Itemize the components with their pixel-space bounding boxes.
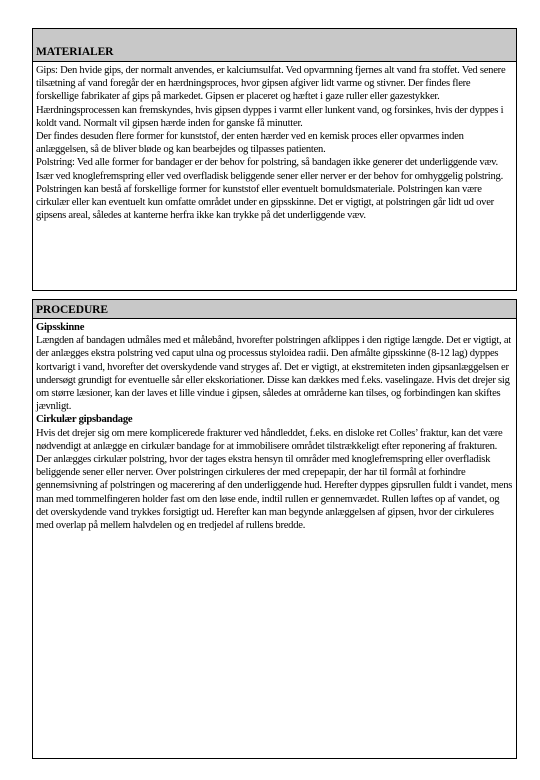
materials-paragraph-gips: Gips: Den hvide gips, der normalt anvendes, er kalciumsulfat. Ved opvarmning fjernes alt vand fra stoffet. Ved senere tilsætning af vand foregår der en hærdningsproces, hvor gipsen afgiver lidt varme og stivner. Der findes flere forskellige fabrikater af gips på markedet. Gipsen er placeret og hæftet i gaze ruller eller gazestykker. Hærdningsprocessen kan fremskyndes, hvis gipsen dyppes i varmt eller lunkent vand, og forsinkes, hvis der dyppes i koldt vand. Normalt vil gipsen hærde inden for ganske få minutter. [36, 65, 506, 129]
materials-paragraph-polstring: Polstring: Ved alle former for bandager er der behov for polstring, så bandagen ikke generer det underliggende væv. Især ved knoglefremspring eller ved overfladisk beliggende sener eller nerver er der behov for omhyggelig polstring. Polstringen kan bestå af forskellige former for kunststof eller eventuelt bomuldsmateriale. Polstringen kan være cirkulær eller kan eventuelt kun omfatte området under en gipsskinne. Det er vigtigt, at polstringen går lidt ud over gipsens areal, således at kanterne herfra ikke kan trykke på det underliggende væv. [36, 157, 503, 222]
materials-heading: MATERIALER [33, 29, 516, 62]
materials-section [32, 28, 517, 291]
procedure-section [32, 299, 517, 759]
materials-body [33, 62, 516, 224]
procedure-body [33, 319, 516, 534]
procedure-subheading-gipsskinne: Gipsskinne [36, 322, 85, 333]
procedure-text-gipsskinne: Længden af bandagen udmåles med et målebånd, hvorefter polstringen afklippes i den rigtige længde. Det er vigtigt, at der anlægges ekstra polstring ved caput ulna og processus styloidea radii. Den afmålte gipsskinne (8-12 lag) dyppes kortvarigt i vand, hvorefter det overskydende vand stryges af. Det er vigtigt, at ekstremiteten inden gipsanlæggelsen er undersøgt grundigt for eventuelle sår eller ekskoriationer. Disse kan dækkes med f.eks. vaselingaze. Hvis det drejer sig om større læsioner, kan der laves et lille vindue i gipsen, således at områderne kan tilses, og forbindingen kan skiftes jævnligt. [36, 335, 511, 413]
procedure-heading: PROCEDURE [33, 300, 516, 319]
procedure-text-cirkulaer: Hvis det drejer sig om mere komplicerede frakturer ved håndleddet, f.eks. en disloke ret Colles’ fraktur, kan det være nødvendigt at anlægge en cirkulær bandage for at immobilisere området tilstrækkeligt efter reponering af frakturen. Der anlægges cirkulær polstring, hvor der tages ekstra hensyn til områder med knoglefremspring eller overfladisk beliggende sener eller nerver. Over polstringen cirkuleres der med crepepapir, der har til formål at forhindre gennemsivning af polstringen og macerering af den underliggende hud. Herefter dyppes gipsrullen fuldt i vandet, mens man med tommelfingeren holder fast om den løse ende, indtil rullen er gennemvædet. Rullen løftes op af vandet, og det overskydende vand trykkes forsigtigt ud. Herefter kan man begynde anlæggelsen af gipsen, hvor der cirkuleres med overlap på mellem halvdelen og en tredjedel af rullens bredde. [36, 427, 513, 532]
materials-paragraph-kunststof: Der findes desuden flere former for kunststof, der enten hærder ved en kemisk proces eller opvarmes inden anlæggelsen, så de bliver bløde og kan bearbejdes og tilpasses patienten. [36, 131, 464, 156]
procedure-subheading-cirkulaer: Cirkulær gipsbandage [36, 414, 133, 426]
